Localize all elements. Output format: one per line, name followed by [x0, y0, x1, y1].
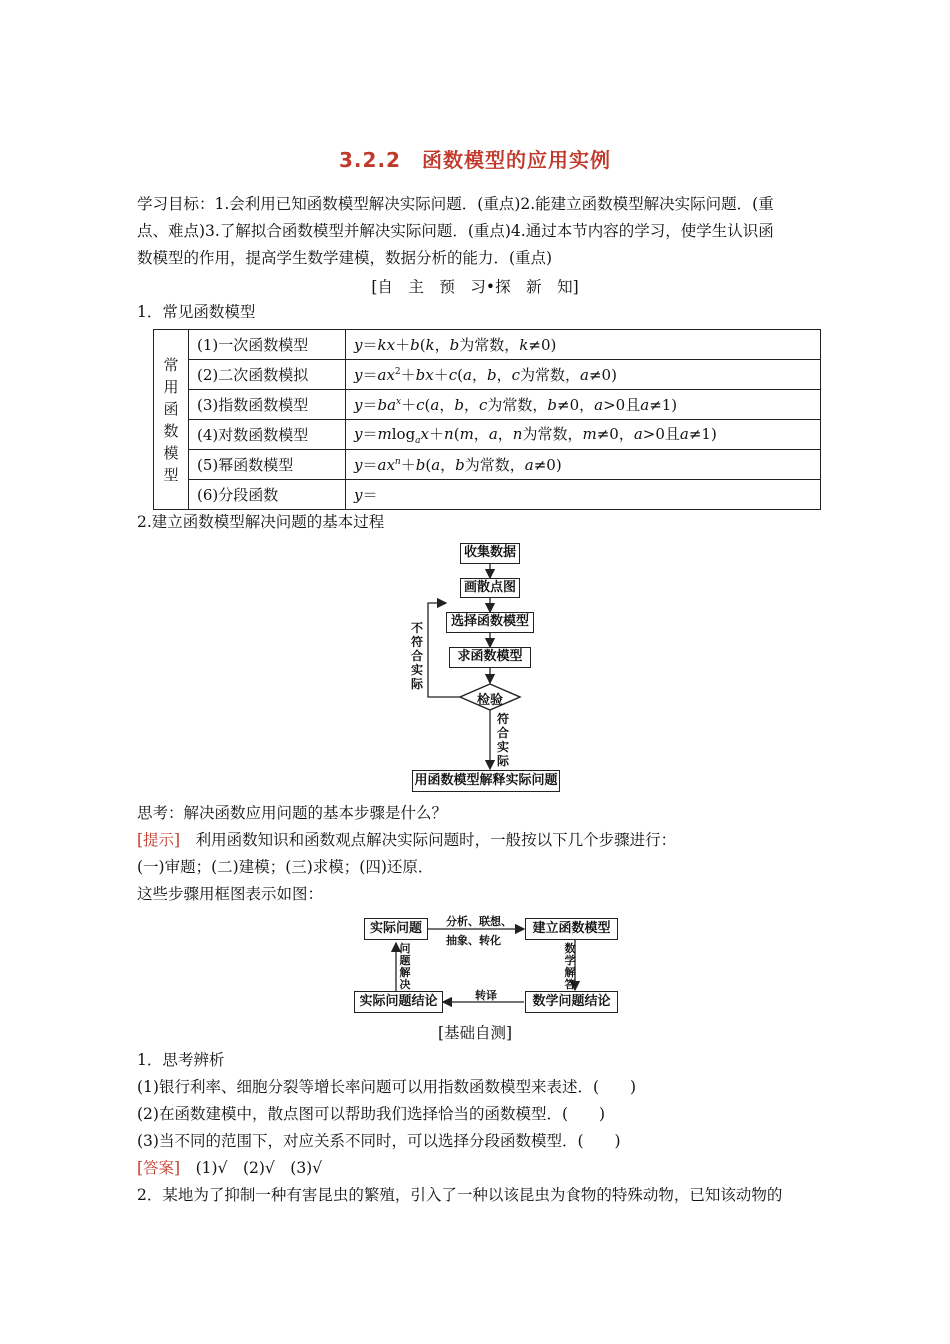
answer-line: [137, 1155, 322, 1182]
objectives-line-1: 学习目标：1.会利用已知函数模型解决实际问题．(重点)2.能建立函数模型解决实际问题．(重: [137, 195, 774, 213]
hint-text: 利用函数知识和函数观点解决实际问题时，一般按以下几个步骤进行：: [180, 831, 677, 849]
section-preview-heading: [自 主 预 习•探 新 知]: [371, 278, 579, 296]
problem-solve-label: 问 题 解 决: [399, 942, 411, 991]
table-side-label: 常 用 函 数 模 型: [154, 330, 189, 510]
hint-line: [137, 827, 676, 854]
math-solve-label: 数 学 解 答: [564, 942, 576, 991]
model-name: (3)指数函数模型: [189, 390, 346, 420]
abstract-label: 抽象、转化: [446, 934, 501, 947]
test-item-1: (1)银行利率、细胞分裂等增长率问题可以用指数函数模型来表述．( ): [137, 1078, 637, 1096]
model-formula: y＝kx＋b(k，b为常数，k≠0): [346, 330, 821, 360]
objectives-line-2: 点、难点)3.了解拟合函数模型并解决实际问题．(重点)4.通过本节内容的学习，使学生认识函: [137, 222, 774, 240]
not-fit-label: 不 符 合 实 际: [410, 621, 423, 691]
page-title: 3.2.2 函数模型的应用实例: [339, 148, 611, 172]
model-name: (5)幂函数模型: [189, 450, 346, 480]
section-test-heading: [基础自测]: [437, 1024, 513, 1042]
math-conclusion-box: 数学问题结论: [525, 991, 618, 1013]
real-problem-box: 实际问题: [364, 918, 428, 940]
answer-text: (1)√ (2)√ (3)√: [180, 1159, 323, 1177]
fit-label: 符 合 实 际: [496, 712, 509, 768]
model-name: (2)二次函数模拟: [189, 360, 346, 390]
answer-tag: [答案]: [137, 1159, 181, 1177]
collect-data-box: 收集数据: [460, 543, 520, 564]
solve-model-box: 求函数模型: [449, 647, 531, 668]
hint-tag: [提示]: [137, 831, 181, 849]
check-label: 检验: [476, 693, 503, 708]
model-formula: $y=ax^n+b(a$，b为常数，a≠0): [346, 450, 821, 480]
test-item-2: (2)在函数建模中，散点图可以帮助我们选择恰当的函数模型．( ): [137, 1105, 606, 1123]
test-heading: 1．思考辨析: [137, 1051, 225, 1069]
heading-modeling-process: 2.建立函数模型解决问题的基本过程: [137, 513, 385, 531]
objectives-line-3: 数模型的作用，提高学生数学建模，数据分析的能力．(重点): [137, 249, 553, 267]
build-model-box: 建立函数模型: [525, 918, 618, 940]
real-conclusion-box: 实际问题结论: [354, 991, 443, 1013]
test-item-3: (3)当不同的范围下，对应关系不同时，可以选择分段函数模型．( ): [137, 1132, 621, 1150]
model-formula: y＝mlog$_a$x＋n(m，a，n为常数，m≠0，a>0且a≠1): [346, 420, 821, 450]
model-formula: y＝: [346, 480, 821, 510]
apply-model-box: 用函数模型解释实际问题: [412, 770, 560, 792]
model-formula: $y=ba^x+c(a$，b，c为常数，b≠0，a>0且a≠1): [346, 390, 821, 420]
select-model-box: 选择函数模型: [446, 612, 534, 633]
analyze-label: 分析、联想、: [446, 915, 512, 928]
model-name: (1)一次函数模型: [189, 330, 346, 360]
question-2: 2．某地为了抑制一种有害昆虫的繁殖，引入了一种以该昆虫为食物的特殊动物，已知该动物的: [137, 1186, 783, 1204]
translate-label: 转译: [475, 989, 497, 1002]
model-formula: $y=ax^2+bx+c(a$，b，c为常数，a≠0): [346, 360, 821, 390]
steps-note: 这些步骤用框图表示如图：: [137, 885, 324, 903]
model-name: (6)分段函数: [189, 480, 346, 510]
heading-common-models: 1．常见函数模型: [137, 303, 256, 321]
steps-text: (一)审题；(二)建模；(三)求模；(四)还原．: [137, 858, 434, 876]
scatter-plot-box: 画散点图: [460, 578, 520, 598]
thinking-question: 思考：解决函数应用问题的基本步骤是什么？: [137, 804, 448, 822]
model-name: (4)对数函数模型: [189, 420, 346, 450]
